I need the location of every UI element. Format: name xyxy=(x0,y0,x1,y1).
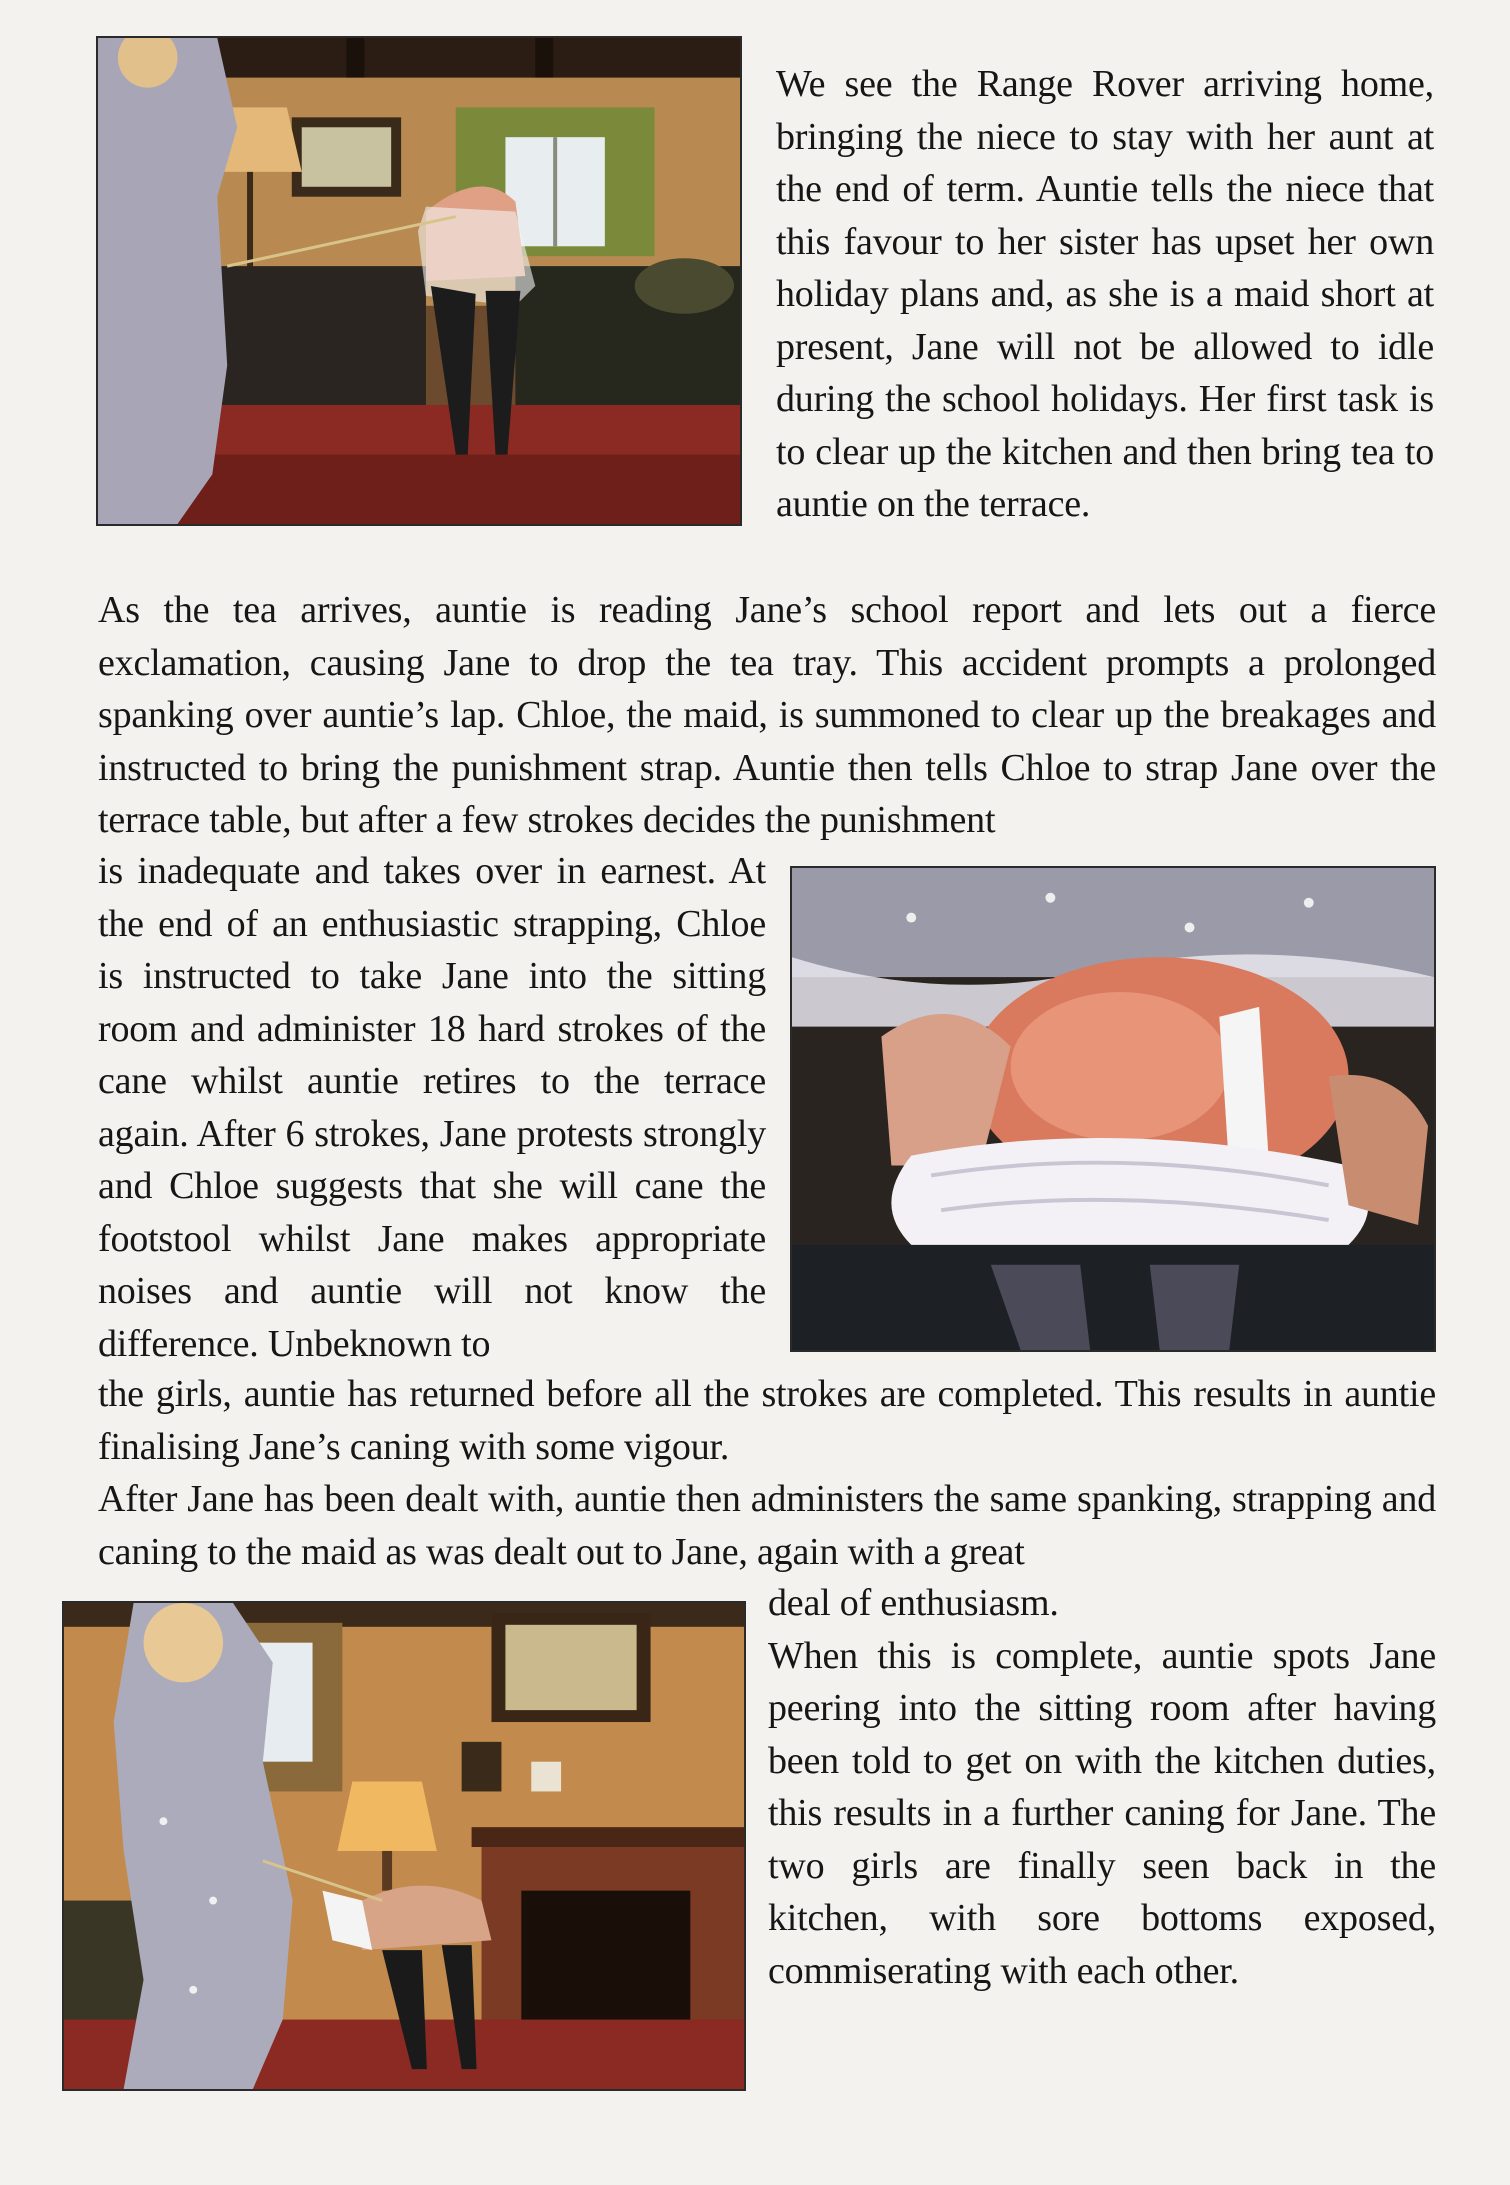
photo-close-up xyxy=(790,866,1436,1352)
paragraph-strapping xyxy=(98,845,766,1370)
paragraph-text: When this is complete, auntie spots Jane peering into the sitting room after having been told to get on with the kitchen duties, this results in a further caning for Jane. The two girls are finally seen back in the kitchen, with sore bottoms exposed, commiserating with each other. xyxy=(768,1634,1436,1992)
paragraph-text: As the tea arrives, auntie is reading Jane’s school report and lets out a fierce exclamation, causing Jane to drop the tea tray. This accident prompts a prolonged spanking over auntie’s lap. Chloe, the maid, is summoned to clear up the breakages and instructed to bring the punishment strap. Auntie then tells Chloe to strap Jane over the terrace table, but after a few strokes decides the punishment xyxy=(98,589,1436,841)
paragraph-arrival xyxy=(776,58,1434,531)
photo-sitting-room xyxy=(62,1601,746,2091)
photo-living-room xyxy=(96,36,742,526)
photo-sitting-room-image xyxy=(64,1603,744,2089)
paragraph-text: We see the Range Rover arriving home, bringing the niece to stay with her aunt at the end of term. Auntie tells the niece that this favour to her sister has upset her own holiday plans and, as she is a maid short at present, Jane will not be allowed to idle during the school holidays. Her first task is to clear up the kitchen and then bring tea to auntie on the terrace. xyxy=(776,63,1434,525)
paragraph-text: After Jane has been dealt with, auntie then administers the same spanking, strapping and caning to the maid as was dealt out to Jane, again with a great xyxy=(98,1478,1436,1573)
paragraph-text: deal of enthusiasm. xyxy=(768,1582,1059,1624)
paragraph-tea xyxy=(98,584,1436,847)
paragraph-return xyxy=(98,1368,1436,1578)
photo-close-up-image xyxy=(792,868,1434,1350)
paragraph-ending xyxy=(768,1577,1436,1997)
paragraph-text: the girls, auntie has returned before all the strokes are completed. This results in auntie finalising Jane’s caning with some vigour. xyxy=(98,1373,1436,1468)
paragraph-text: is inadequate and takes over in earnest. At the end of an enthusiastic strapping, Chloe is instructed to take Jane into the sitting room and administer 18 hard strokes of the cane whilst auntie retires to the terrace again. After 6 strokes, Jane protests strongly and Chloe suggests that she will cane the footstool whilst Jane makes appropriate noises and auntie will not know the difference. Unbeknown to xyxy=(98,850,766,1365)
photo-living-room-image xyxy=(98,38,740,524)
